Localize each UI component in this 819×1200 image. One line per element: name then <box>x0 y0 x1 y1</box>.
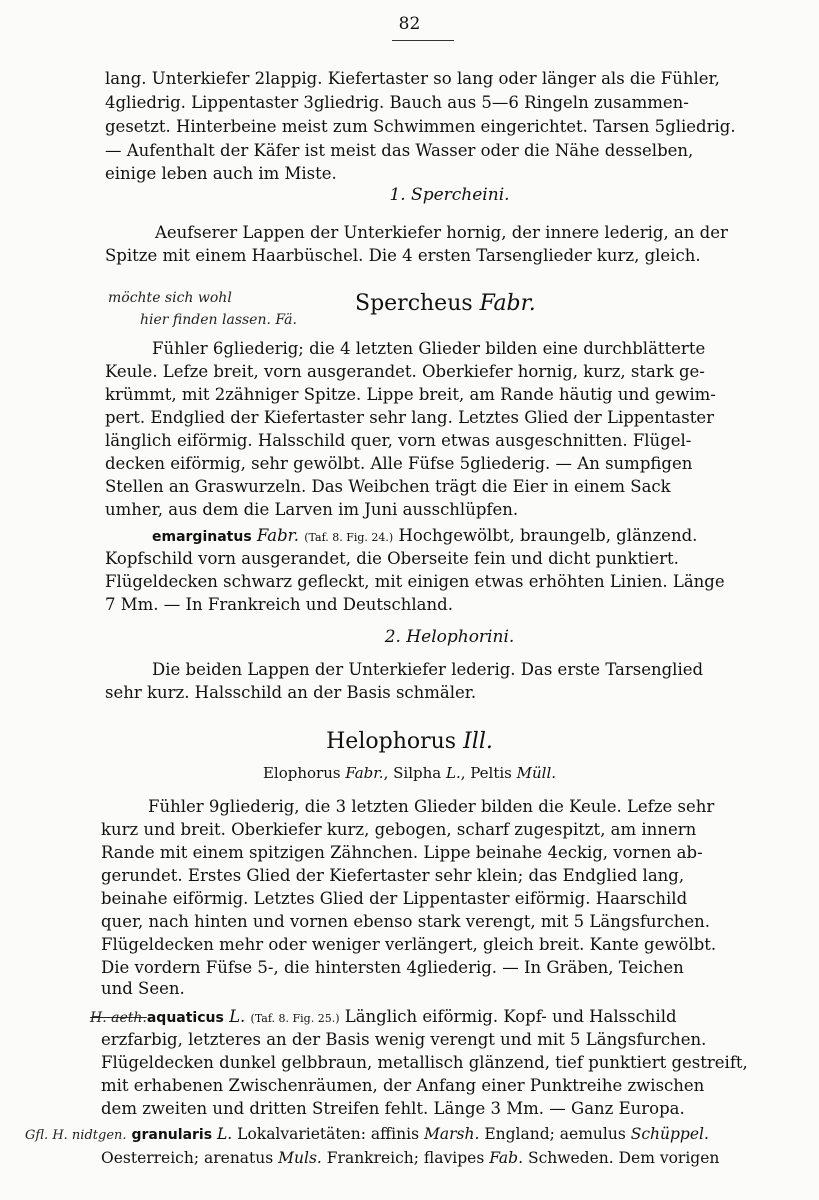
variety-text: Frankreich; flavipes <box>326 1149 485 1167</box>
genus-text: und Seen. <box>101 979 185 998</box>
species-text: Flügeldecken dunkel gelbbraun, metallisch glänzend, tief punktiert gestreift, <box>101 1053 748 1072</box>
synonym-author: L. <box>445 764 461 782</box>
species-entry-granularis <box>25 1123 709 1147</box>
synonym-author: Müll. <box>516 764 557 782</box>
variety-author: Schüppel. <box>630 1125 709 1143</box>
genus-heading-helophorus <box>0 728 819 756</box>
plate-reference: (Taf. 8. Fig. 24.) <box>304 531 394 544</box>
genus-author: Fabr. <box>479 291 536 316</box>
species-text: Kopfschild vorn ausgerandet, die Oberseite fein und dicht punktiert. <box>105 549 679 568</box>
genus-heading-spercheus <box>355 290 536 318</box>
synonym: , Silpha <box>383 764 442 782</box>
species-text <box>101 1147 719 1169</box>
species-entry-emarginatus <box>152 525 697 549</box>
genus-text: Die vordern Füfse 5-, die hintersten 4gliederig. — In Gräben, Teichen <box>101 958 684 977</box>
species-author: L. <box>229 1007 246 1026</box>
variety-text: Schweden. Dem vorigen <box>527 1149 720 1167</box>
species-text: dem zweiten und dritten Streifen fehlt. Länge 3 Mm. — Ganz Europa. <box>101 1099 685 1118</box>
synonym: , Peltis <box>460 764 512 782</box>
species-text: mit erhabenen Zwischenräumen, der Anfang einer Punktreihe zwischen <box>101 1076 705 1095</box>
variety-text: Lokalvarietäten: affinis <box>237 1125 420 1143</box>
section-heading-spercheini: 1. Spercheini. <box>389 185 510 205</box>
genus-text: länglich eiförmig. Halsschild quer, vorn etwas ausgeschnitten. Flügel- <box>105 431 692 450</box>
section-text: Aeufserer Lappen der Unterkiefer hornig, der innere lederig, an der <box>155 223 728 242</box>
section-text: Spitze mit einem Haarbüschel. Die 4 ersten Tarsenglieder kurz, gleich. <box>105 246 701 265</box>
genus-text: kurz und breit. Oberkiefer kurz, gebogen, scharf zugespitzt, am innern <box>101 820 697 839</box>
intro-line: einige leben auch im Miste. <box>105 164 337 183</box>
page-number: 82 <box>398 14 421 34</box>
genus-synonyms <box>0 762 819 784</box>
species-entry-aquaticus <box>90 1006 677 1030</box>
genus-text: umher, aus dem die Larven im Juni ausschlüpfen. <box>105 500 519 519</box>
variety-author: Marsh. <box>423 1125 480 1143</box>
variety-text: Oesterreich; arenatus <box>101 1149 274 1167</box>
variety-author: Fab. <box>489 1149 524 1167</box>
variety-author: Muls. <box>278 1149 322 1167</box>
genus-text: Fühler 6gliederig; die 4 letzten Glieder bilden eine durchblätterte <box>152 339 706 358</box>
genus-text: quer, nach hinten und vornen ebenso stark verengt, mit 5 Längsfurchen. <box>101 912 710 931</box>
header-rule <box>392 40 454 41</box>
intro-line: — Aufenthalt der Käfer ist meist das Wasser oder die Nähe desselben, <box>105 141 694 160</box>
genus-text: Rande mit einem spitzigen Zähnchen. Lippe beinahe 4eckig, vornen ab- <box>101 843 703 862</box>
genus-text: gerundet. Erstes Glied der Kiefertaster sehr klein; das Endglied lang, <box>101 866 685 885</box>
species-author: Fabr. <box>256 526 299 545</box>
handwritten-annotation: Gfl. H. nidtgen. <box>25 1128 127 1143</box>
genus-text: pert. Endglied der Kiefertaster sehr lang. Letztes Glied der Lippentaster <box>105 408 714 427</box>
species-text: Flügeldecken schwarz gefleckt, mit einigen etwas erhöhten Linien. Länge <box>105 572 725 591</box>
species-text: 7 Mm. — In Frankreich und Deutschland. <box>105 595 453 614</box>
section-heading-helophorini: 2. Helophorini. <box>384 627 515 647</box>
genus-text: krümmt, mit 2zähniger Spitze. Lippe breit, am Rande häutig und gewim- <box>105 385 716 404</box>
section-text: sehr kurz. Halsschild an der Basis schmäler. <box>105 683 477 702</box>
genus-text: beinahe eiförmig. Letztes Glied der Lippentaster eiförmig. Haarschild <box>101 889 688 908</box>
intro-line: 4gliedrig. Lippentaster 3gliedrig. Bauch aus 5—6 Ringeln zusammen- <box>105 93 689 112</box>
variety-text: England; aemulus <box>484 1125 626 1143</box>
intro-line: gesetzt. Hinterbeine meist zum Schwimmen eingerichtet. Tarsen 5gliedrig. <box>105 117 736 136</box>
section-text: Die beiden Lappen der Unterkiefer lederig. Das erste Tarsenglied <box>152 660 704 679</box>
handwritten-note: hier finden lassen. Fä. <box>140 312 297 328</box>
genus-text: Fühler 9gliederig, die 3 letzten Glieder bilden die Keule. Lefze sehr <box>148 797 715 816</box>
species-name: emarginatus <box>152 529 252 545</box>
species-description: Hochgewölbt, braungelb, glänzend. <box>398 526 698 545</box>
species-name: granularis <box>131 1127 213 1143</box>
synonym-author: Fabr. <box>345 764 384 782</box>
genus-text: decken eiförmig, sehr gewölbt. Alle Füfse 5gliederig. — An sumpfigen <box>105 454 693 473</box>
genus-text: Stellen an Graswurzeln. Das Weibchen trägt die Eier in einem Sack <box>105 477 671 496</box>
intro-line: lang. Unterkiefer 2lappig. Kiefertaster so lang oder länger als die Fühler, <box>105 69 720 88</box>
species-text: erzfarbig, letzteres an der Basis wenig verengt und mit 5 Längsfurchen. <box>101 1030 707 1049</box>
genus-text: Flügeldecken mehr oder weniger verlängert, gleich breit. Kante gewölbt. <box>101 935 717 954</box>
genus-name: Helophorus <box>326 729 457 754</box>
species-description: Länglich eiförmig. Kopf- und Halsschild <box>344 1007 677 1026</box>
handwritten-annotation: H. aeth. <box>90 1010 147 1026</box>
genus-text: Keule. Lefze breit, vorn ausgerandet. Oberkiefer hornig, kurz, stark ge- <box>105 362 705 381</box>
species-name: aquaticus <box>146 1010 224 1026</box>
synonym: Elophorus <box>262 764 341 782</box>
handwritten-note: möchte sich wohl <box>108 290 232 306</box>
genus-name: Spercheus <box>355 291 473 316</box>
genus-author: Ill. <box>463 729 493 754</box>
species-author: L. <box>217 1125 233 1143</box>
plate-reference: (Taf. 8. Fig. 25.) <box>250 1012 340 1025</box>
